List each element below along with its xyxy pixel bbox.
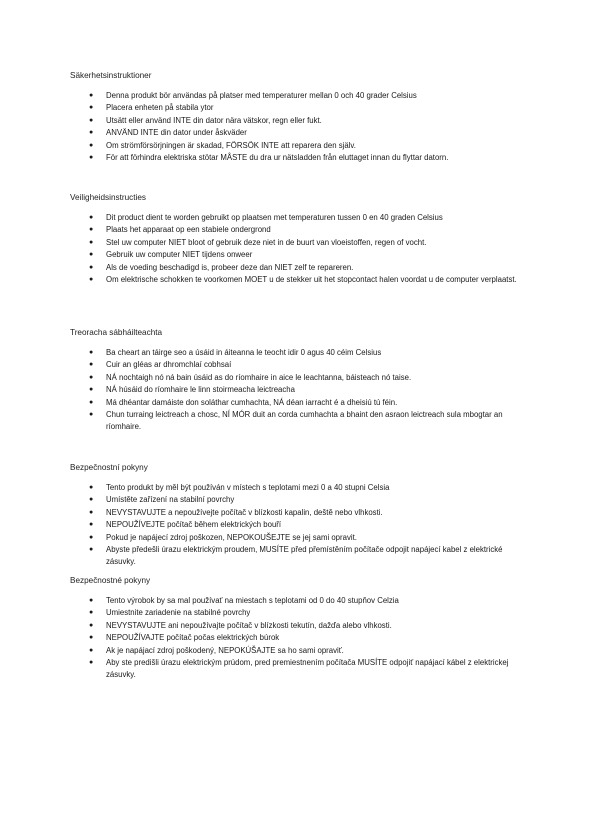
list-item: ● Tento výrobok by sa mal používať na miestach s teplotami od 0 do 40 stupňov Celzia	[70, 595, 530, 607]
bullet-icon: ●	[89, 398, 94, 406]
section-heading: Veiligheidsinstructies	[70, 193, 147, 202]
section-heading: Treoracha sábháilteachta	[70, 328, 163, 337]
bullet-icon: ●	[89, 521, 94, 529]
section-heading: Säkerhetsinstruktioner	[70, 71, 152, 80]
list-item: ● Om strömförsörjningen är skadad, FÖRSÖK INTE att reparera den själv.	[70, 140, 530, 152]
section-irish	[70, 327, 530, 434]
list-item: ● För att förhindra elektriska stötar MÅSTE du dra ur nätsladden från eluttaget innan du flyttar datorn.	[70, 152, 530, 164]
list-item: ● Plaats het apparaat op een stabiele ondergrond	[70, 224, 530, 236]
bullet-icon: ●	[89, 386, 94, 394]
bullet-icon: ●	[89, 214, 94, 221]
bullet-icon: ●	[89, 508, 94, 516]
bullet-icon: ●	[89, 634, 94, 642]
list-item: ● Cuir an gléas ar dhromchlaí cobhsaí	[70, 359, 530, 371]
bullet-icon: ●	[89, 373, 94, 381]
bullet-icon: ●	[89, 646, 94, 654]
bullet-icon: ●	[89, 92, 94, 99]
list-item: ● NÁ nochtaigh nó ná bain úsáid as do ríomhaire in aice le leachtanna, báisteach nó taise.	[70, 372, 530, 384]
bullet-icon: ●	[89, 659, 94, 667]
bullet-icon: ●	[89, 154, 94, 162]
list-item: ● Denna produkt bör användas på platser med temperaturer mellan 0 och 40 grader Celsius	[70, 90, 530, 102]
section-dutch	[70, 192, 530, 286]
bullet-icon: ●	[89, 263, 94, 271]
section-swedish	[70, 70, 530, 164]
list-item: ● Ba cheart an táirge seo a úsáid in áiteanna le teocht idir 0 agus 40 céim Celsius	[70, 347, 530, 359]
list-item: ● Umiestnite zariadenie na stabilné povrchy	[70, 607, 530, 619]
list-item: ● Aby ste predišli úrazu elektrickým prúdom, pred premiestnením počítača MUSÍTE odpojiť napájací kábel z elektrickej zásuvky.	[89, 658, 509, 680]
bullet-icon: ●	[89, 533, 94, 541]
instruction-list	[70, 347, 530, 434]
list-item: ● Stel uw computer NIET bloot of gebruik deze niet in de buurt van vloeistoffen, regen of vocht.	[70, 237, 530, 249]
bullet-icon: ●	[89, 597, 94, 604]
list-item: ● NEPOUŽÍVAJTE počítač počas elektrických búrok	[70, 632, 530, 644]
section-heading: Bezpečnostné pokyny	[70, 576, 151, 585]
list-item: ● Abyste předešli úrazu elektrickým proudem, MUSÍTE před přemístěním počítače odpojit napájecí kabel z elektrické zásuvky.	[89, 545, 503, 567]
bullet-icon: ●	[89, 484, 94, 491]
bullet-icon: ●	[89, 349, 94, 356]
bullet-icon: ●	[89, 546, 94, 554]
instruction-list	[70, 482, 530, 569]
list-item: ● Umístěte zařízení na stabilní povrchy	[70, 494, 530, 506]
section-heading: Bezpečnostní pokyny	[70, 463, 148, 472]
bullet-icon: ●	[89, 129, 94, 137]
section-czech	[70, 462, 530, 569]
list-item: ● Om elektrische schokken te voorkomen MOET u de stekker uit het stopcontact halen voordat u de computer verplaatst.	[70, 274, 530, 286]
list-item: ● NEPOUŽÍVEJTE počítač během elektrických bouří	[70, 519, 530, 531]
list-item: ● NEVYSTAVUJTE ani nepoužívajte počítač v blízkosti tekutín, dažďa alebo vlhkosti.	[70, 620, 530, 632]
bullet-icon: ●	[89, 251, 94, 259]
list-item: ● Dit product dient te worden gebruikt op plaatsen met temperaturen tussen 0 en 40 graden Celsius	[70, 212, 530, 224]
bullet-icon: ●	[89, 276, 94, 284]
bullet-icon: ●	[89, 238, 94, 246]
bullet-icon: ●	[89, 609, 94, 617]
bullet-icon: ●	[89, 496, 94, 504]
instruction-list	[70, 212, 530, 286]
list-item: ● NÁ húsáid do ríomhaire le linn stoirmeacha leictreacha	[70, 384, 530, 396]
list-item: ● Ak je napájací zdroj poškodený, NEPOKÚŠAJTE sa ho sami opraviť.	[70, 645, 530, 657]
bullet-icon: ●	[89, 141, 94, 149]
bullet-icon: ●	[89, 226, 94, 234]
list-item: ● Tento produkt by měl být používán v místech s teplotami mezi 0 a 40 stupni Celsia	[70, 482, 530, 494]
list-item: ● Placera enheten på stabila ytor	[70, 102, 530, 114]
list-item: ● Utsätt eller använd INTE din dator nära vätskor, regn eller fukt.	[70, 115, 530, 127]
bullet-icon: ●	[89, 116, 94, 124]
list-item: ● NEVYSTAVUJTE a nepoužívejte počítač v blízkosti kapalin, deště nebo vlhkosti.	[70, 507, 530, 519]
list-item: ● Pokud je napájecí zdroj poškozen, NEPOKOUŠEJTE se jej sami opravit.	[70, 532, 530, 544]
instruction-list	[70, 595, 530, 682]
bullet-icon: ●	[89, 104, 94, 112]
bullet-icon: ●	[89, 621, 94, 629]
list-item: ● Má dhéantar damáiste don soláthar cumhachta, NÁ déan iarracht é a dheisiú tú féin.	[70, 397, 530, 409]
list-item: ● ANVÄND INTE din dator under åskväder	[70, 127, 530, 139]
list-item: ● Als de voeding beschadigd is, probeer deze dan NIET zelf te repareren.	[70, 262, 530, 274]
list-item: ● Chun turraing leictreach a chosc, NÍ MÓR duit an corda cumhachta a bhaint den asraon leictreach sula mbogtar an ríomhaire.	[89, 410, 503, 432]
bullet-icon: ●	[89, 361, 94, 369]
list-item: ● Gebruik uw computer NIET tijdens onweer	[70, 249, 530, 261]
bullet-icon: ●	[89, 411, 94, 419]
section-slovak	[70, 575, 530, 682]
instruction-list	[70, 90, 530, 164]
